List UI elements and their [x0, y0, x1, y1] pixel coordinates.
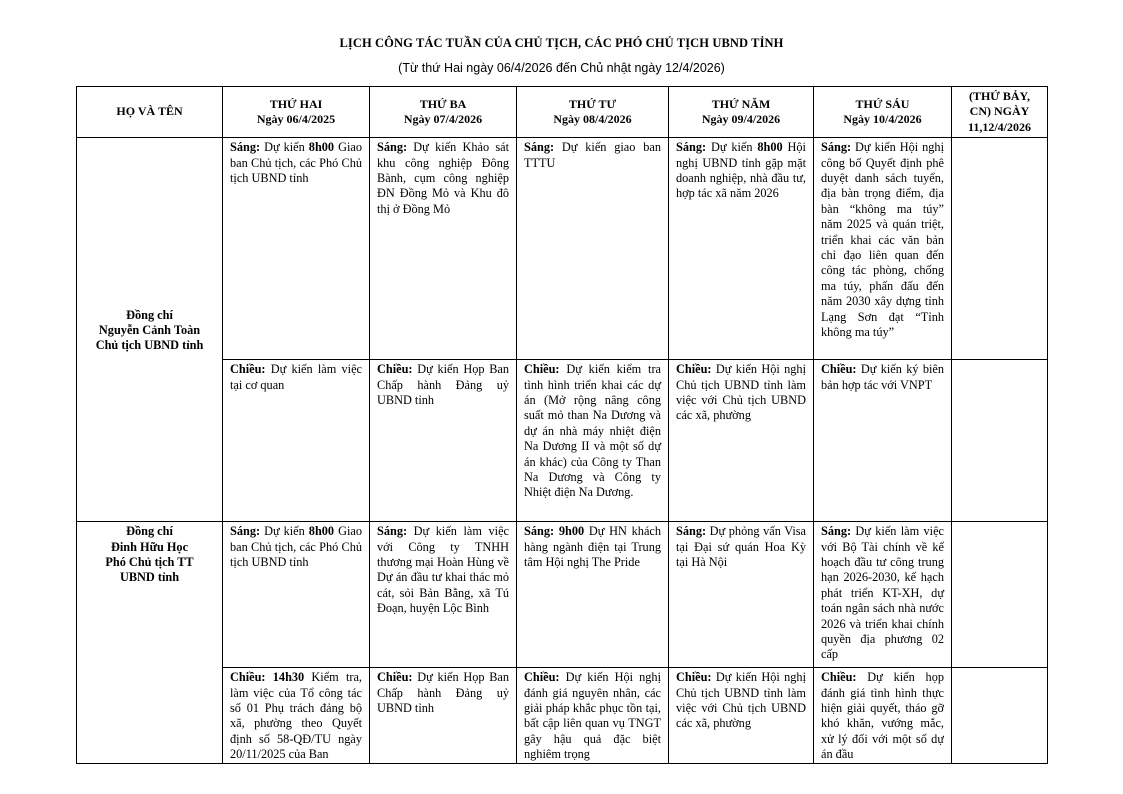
header-row [77, 87, 1048, 138]
schedule-cell: Sáng: Dự kiến 8h00 Hội nghị UBND tỉnh gặp mặt doanh nghiệp, nhà đầu tư, hợp tác xã năm 2026 [669, 138, 814, 360]
page-subtitle: (Từ thứ Hai ngày 06/4/2026 đến Chủ nhật ngày 12/4/2026) [398, 61, 725, 75]
schedule-cell: Chiều: Dự kiến Họp Ban Chấp hành Đảng uỷ UBND tỉnh [370, 360, 517, 522]
schedule-cell: Chiều: Dự kiến Hội nghị Chủ tịch UBND tỉnh làm việc với Chủ tịch UBND các xã, phường [669, 360, 814, 522]
table-row [77, 138, 1048, 360]
schedule-cell: Chiều: Dự kiến ký biên bản hợp tác với VNPT [814, 360, 952, 522]
col-header-name: HỌ VÀ TÊN [77, 87, 223, 138]
schedule-cell: Chiều: Dự kiến Họp Ban Chấp hành Đảng uỷ UBND tỉnh [370, 668, 517, 764]
schedule-cell: Sáng: Dự kiến giao ban TTTU [517, 138, 669, 360]
col-header-monday: THỨ HAI Ngày 06/4/2025 [223, 87, 370, 138]
schedule-cell: Sáng: Dự kiến làm việc với Công ty TNHH thương mại Hoàn Hùng về Dự án đầu tư khai thác mỏ cát, sỏi Bản Bằng, xã Tú Đoạn, huyện Lộc Bình [370, 522, 517, 668]
schedule-cell: Chiều: Dự kiến họp đánh giá tình hình thực hiện giải quyết, tháo gỡ khó khăn, vướng mắc, xử lý đối với một số dự án đầu [814, 668, 952, 764]
table-row [77, 360, 1048, 522]
schedule-cell-weekend [952, 138, 1048, 360]
table-row [77, 522, 1048, 668]
table-row [77, 668, 1048, 764]
schedule-cell: Chiều: Dự kiến kiểm tra tình hình triển khai các dự án (Mở rộng nâng công suất mỏ than Na Dương và dự án nhà máy nhiệt điện Na Dương II và một số dự án khác) của Công ty Than Na Dương và Công ty Nhiệt điện Na Dương. [517, 360, 669, 522]
schedule-cell-weekend [952, 522, 1048, 668]
col-header-weekend: (THỨ BẢY, CN) NGÀY 11,12/4/2026 [952, 87, 1048, 138]
schedule-cell: Sáng: Dự kiến Hội nghị công bố Quyết định phê duyệt danh sách tuyển, địa bàn trọng điểm, địa bàn “không ma túy” năm 2025 và quán triệt, triển khai các văn bản chỉ đạo liên quan đến công tác phòng, chống ma túy, phấn đấu đến năm 2030 xây dựng tỉnh Lạng Sơn đạt “Tỉnh không ma túy” [814, 138, 952, 360]
schedule-table [76, 86, 1048, 764]
schedule-cell: Sáng: Dự kiến 8h00 Giao ban Chủ tịch, các Phó Chủ tịch UBND tỉnh [223, 522, 370, 668]
person-name-cell: Đồng chí Đinh Hữu Học Phó Chủ tịch TT UBND tỉnh [77, 522, 223, 764]
schedule-cell-weekend [952, 668, 1048, 764]
col-header-thursday: THỨ NĂM Ngày 09/4/2026 [669, 87, 814, 138]
schedule-cell: Chiều: Dự kiến làm việc tại cơ quan [223, 360, 370, 522]
col-header-friday: THỨ SÁU Ngày 10/4/2026 [814, 87, 952, 138]
schedule-cell: Chiều: 14h30 Kiểm tra, làm việc của Tổ công tác số 01 Phụ trách đảng bộ xã, phường theo Quyết định số 58-QĐ/TU ngày 20/11/2025 của Ban [223, 668, 370, 764]
col-header-wednesday: THỨ TƯ Ngày 08/4/2026 [517, 87, 669, 138]
schedule-cell: Chiều: Dự kiến Hội nghị Chủ tịch UBND tỉnh làm việc với Chủ tịch UBND các xã, phường [669, 668, 814, 764]
schedule-cell: Sáng: 9h00 Dự HN khách hàng ngành điện tại Trung tâm Hội nghị The Pride [517, 522, 669, 668]
person-name-cell: Đồng chí Nguyễn Cảnh Toàn Chủ tịch UBND tỉnh [77, 138, 223, 522]
schedule-cell: Sáng: Dự kiến làm việc với Bộ Tài chính về kế hoạch đầu tư công trung hạn 2026-2030, kế hạch phát triển KT-XH, dự toán ngân sách nhà nước 2026 và triển khai chính quyền địa phương 02 cấp [814, 522, 952, 668]
schedule-cell: Sáng: Dự kiến Khảo sát khu công nghiệp Đông Bành, cụm công nghiệp ĐN Đồng Mỏ và Khu đô thị ở Đồng Mỏ [370, 138, 517, 360]
schedule-cell: Chiều: Dự kiến Hội nghị đánh giá nguyên nhân, các giải pháp khắc phục tồn tại, bất cập liên quan vụ TNGT gây hậu quả đặc biệt nghiêm trọng [517, 668, 669, 764]
page-title: LỊCH CÔNG TÁC TUẦN CỦA CHỦ TỊCH, CÁC PHÓ CHỦ TỊCH UBND TỈNH [339, 36, 784, 50]
col-header-tuesday: THỨ BA Ngày 07/4/2026 [370, 87, 517, 138]
schedule-cell: Sáng: Dự phỏng vấn Visa tại Đại sứ quán Hoa Kỳ tại Hà Nội [669, 522, 814, 668]
schedule-cell-weekend [952, 360, 1048, 522]
schedule-cell: Sáng: Dự kiến 8h00 Giao ban Chủ tịch, các Phó Chủ tịch UBND tỉnh [223, 138, 370, 360]
